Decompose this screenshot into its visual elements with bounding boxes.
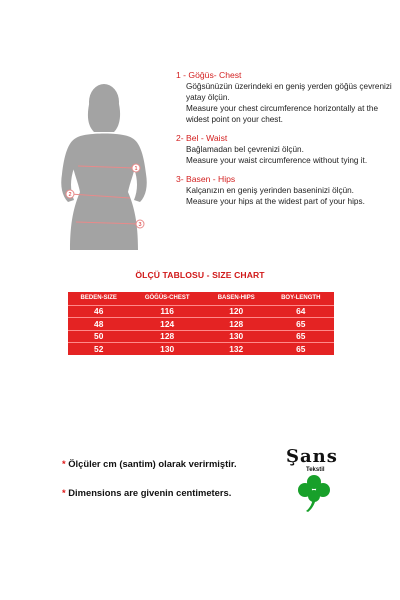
table-row: [68, 318, 334, 331]
sans-tekstil-logo: [284, 446, 344, 516]
cell-length: 65: [296, 344, 306, 354]
section-text-tr: Bağlamadan bel çevrenizi ölçün.: [186, 145, 304, 154]
cell-size: 48: [68, 318, 129, 331]
body-measurement-figure: [48, 82, 160, 250]
cell-size: 52: [94, 344, 104, 354]
measurement-instructions: [176, 70, 398, 215]
table-header-row: [68, 292, 334, 305]
svg-text:2: 2: [68, 192, 72, 199]
cell-hips: 130: [205, 330, 268, 343]
clover-icon: [294, 472, 334, 512]
section-text-en: Measure your hips at the widest part of your hips.: [186, 197, 365, 206]
section-hips: [176, 174, 398, 207]
header-hips: BASEN-HIPS: [205, 292, 268, 305]
svg-text:1: 1: [134, 166, 138, 173]
cell-chest: 124: [129, 318, 205, 331]
section-text-tr: Kalçanızın en geniş yerinden baseninizi ölçün.: [186, 186, 354, 195]
cell-length: 64: [267, 305, 334, 318]
header-size: BEDEN-SIZE: [68, 292, 129, 305]
section-waist: [176, 133, 398, 166]
section-title: 2- Bel - Waist: [176, 133, 228, 143]
logo-subtitle: Tekstil: [306, 467, 325, 473]
note-star: *: [62, 487, 66, 498]
cell-size: 46: [68, 305, 129, 318]
cell-size: 50: [68, 330, 129, 343]
note-text-en: Dimensions are givenin centimeters.: [68, 487, 232, 498]
cell-length: 65: [267, 318, 334, 331]
section-text-en: Measure your chest circumference horizontally at the widest point on your chest.: [186, 104, 379, 124]
cell-length: 65: [267, 330, 334, 343]
header-length: BOY-LENGTH: [267, 292, 334, 305]
marker-hips: [136, 220, 144, 228]
note-english: [62, 487, 231, 498]
cell-chest: 116: [129, 305, 205, 318]
marker-chest: [132, 164, 140, 172]
table-row: [68, 343, 334, 356]
section-title: 3- Basen - Hips: [176, 174, 236, 184]
cell-chest: 128: [129, 330, 205, 343]
logo-name: Şans: [286, 446, 338, 467]
size-chart-table: [68, 292, 334, 355]
cell-hips: 120: [205, 305, 268, 318]
note-text-tr: Ölçüler cm (santim) olarak verirmiştir.: [68, 458, 237, 469]
cell-hips: 128: [205, 318, 268, 331]
size-chart-title: ÖLÇÜ TABLOSU - SIZE CHART: [135, 270, 265, 280]
note-star: *: [62, 458, 66, 469]
table-row: [68, 330, 334, 343]
section-text-en: Measure your waist circumference without tying it.: [186, 156, 368, 165]
table-row: [68, 305, 334, 318]
cell-chest: 130: [160, 344, 175, 354]
svg-text:3: 3: [138, 222, 142, 229]
note-turkish: [62, 458, 237, 469]
section-chest: [176, 70, 398, 125]
marker-waist: [66, 190, 74, 198]
section-text-tr: Göğsünüzün üzerindeki en geniş yerden göğüs çevrenizi yatay ölçün.: [186, 82, 392, 102]
cell-hips: 132: [229, 344, 244, 354]
header-chest: GÖĞÜS-CHEST: [129, 292, 205, 305]
section-title: 1 - Göğüs- Chest: [176, 70, 242, 80]
